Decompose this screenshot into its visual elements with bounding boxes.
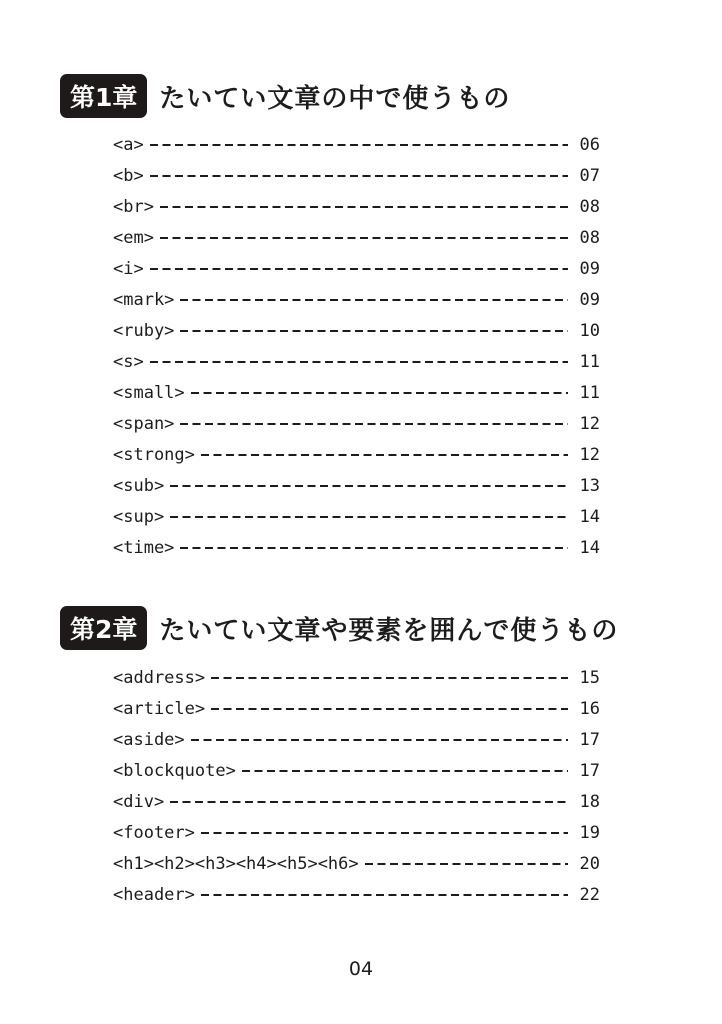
- chapter-2-title: たいてい文章や要素を囲んで使うもの: [159, 615, 619, 646]
- toc-entry-tag: <span>: [113, 413, 175, 434]
- toc-entry[interactable]: [113, 129, 600, 160]
- chapter-2-toc: [113, 662, 600, 910]
- dot-leader: [150, 175, 568, 177]
- toc-entry[interactable]: [113, 191, 600, 222]
- toc-entry[interactable]: [113, 693, 600, 724]
- toc-entry-tag: <header>: [113, 884, 195, 905]
- toc-entry-tag: <em>: [113, 227, 154, 248]
- toc-entry[interactable]: [113, 284, 600, 315]
- dot-leader: [180, 423, 568, 425]
- toc-entry-page: 19: [579, 822, 600, 843]
- toc-entry-tag: <sub>: [113, 475, 165, 496]
- dot-leader: [160, 237, 568, 239]
- toc-entry-tag: <small>: [113, 382, 185, 403]
- toc-entry-page: 09: [579, 289, 600, 310]
- dot-leader: [170, 801, 568, 803]
- toc-entry[interactable]: [113, 222, 600, 253]
- dot-leader: [160, 206, 568, 208]
- toc-entry-page: 09: [579, 258, 600, 279]
- chapter-2-badge: 第2章: [60, 606, 147, 650]
- chapter-1-toc: [113, 129, 600, 563]
- toc-entry[interactable]: [113, 755, 600, 786]
- toc-entry-page: 12: [579, 444, 600, 465]
- toc-entry-page: 15: [579, 667, 600, 688]
- chapter-1-heading: [60, 74, 510, 118]
- toc-entry[interactable]: [113, 662, 600, 693]
- chapter-1-badge: 第1章: [60, 74, 147, 118]
- toc-entry[interactable]: [113, 315, 600, 346]
- dot-leader: [201, 894, 568, 896]
- dot-leader: [180, 547, 568, 549]
- toc-entry-page: 11: [579, 351, 600, 372]
- toc-entry-page: 17: [579, 760, 600, 781]
- toc-entry-tag: <footer>: [113, 822, 195, 843]
- toc-entry-page: 08: [579, 196, 600, 217]
- page-number: 04: [348, 958, 374, 980]
- toc-entry-tag: <ruby>: [113, 320, 175, 341]
- toc-entry-tag: <s>: [113, 351, 144, 372]
- toc-entry[interactable]: [113, 346, 600, 377]
- toc-entry-tag: <aside>: [113, 729, 185, 750]
- dot-leader: [242, 770, 568, 772]
- toc-entry-page: 22: [579, 884, 600, 905]
- toc-entry-tag: <b>: [113, 165, 144, 186]
- toc-entry[interactable]: [113, 470, 600, 501]
- dot-leader: [365, 863, 568, 865]
- dot-leader: [191, 739, 568, 741]
- toc-entry-page: 13: [579, 475, 600, 496]
- toc-entry-tag: <time>: [113, 537, 175, 558]
- dot-leader: [150, 144, 568, 146]
- toc-entry-tag: <a>: [113, 134, 144, 155]
- dot-leader: [150, 361, 568, 363]
- chapter-1-title: たいてい文章の中で使うもの: [159, 83, 511, 114]
- toc-entry[interactable]: [113, 724, 600, 755]
- toc-entry-tag: <div>: [113, 791, 165, 812]
- dot-leader: [191, 392, 568, 394]
- toc-entry[interactable]: [113, 408, 600, 439]
- dot-leader: [180, 299, 568, 301]
- dot-leader: [211, 708, 568, 710]
- dot-leader: [211, 677, 568, 679]
- toc-entry[interactable]: [113, 160, 600, 191]
- toc-entry-tag: <h1><h2><h3><h4><h5><h6>: [113, 853, 359, 874]
- dot-leader: [201, 454, 568, 456]
- dot-leader: [150, 268, 568, 270]
- toc-entry[interactable]: [113, 817, 600, 848]
- toc-entry-page: 07: [579, 165, 600, 186]
- toc-entry-tag: <mark>: [113, 289, 175, 310]
- toc-entry-tag: <article>: [113, 698, 206, 719]
- toc-entry[interactable]: [113, 879, 600, 910]
- toc-entry-page: 12: [579, 413, 600, 434]
- toc-entry-tag: <blockquote>: [113, 760, 236, 781]
- toc-entry-page: 18: [579, 791, 600, 812]
- toc-entry[interactable]: [113, 532, 600, 563]
- toc-entry-tag: <br>: [113, 196, 154, 217]
- toc-entry[interactable]: [113, 377, 600, 408]
- toc-entry-page: 17: [579, 729, 600, 750]
- toc-entry-page: 08: [579, 227, 600, 248]
- dot-leader: [180, 330, 568, 332]
- toc-entry-page: 16: [579, 698, 600, 719]
- toc-entry-tag: <address>: [113, 667, 206, 688]
- dot-leader: [201, 832, 568, 834]
- dot-leader: [170, 516, 568, 518]
- toc-entry-tag: <sup>: [113, 506, 165, 527]
- toc-entry-tag: <strong>: [113, 444, 195, 465]
- toc-entry[interactable]: [113, 439, 600, 470]
- toc-entry-tag: <i>: [113, 258, 144, 279]
- toc-entry[interactable]: [113, 253, 600, 284]
- toc-entry-page: 14: [579, 506, 600, 527]
- toc-entry-page: 20: [579, 853, 600, 874]
- toc-entry[interactable]: [113, 786, 600, 817]
- chapter-2-heading: [60, 606, 618, 650]
- toc-entry-page: 06: [579, 134, 600, 155]
- toc-entry-page: 10: [579, 320, 600, 341]
- toc-entry[interactable]: [113, 848, 600, 879]
- dot-leader: [170, 485, 568, 487]
- toc-entry-page: 14: [579, 537, 600, 558]
- toc-entry[interactable]: [113, 501, 600, 532]
- toc-entry-page: 11: [579, 382, 600, 403]
